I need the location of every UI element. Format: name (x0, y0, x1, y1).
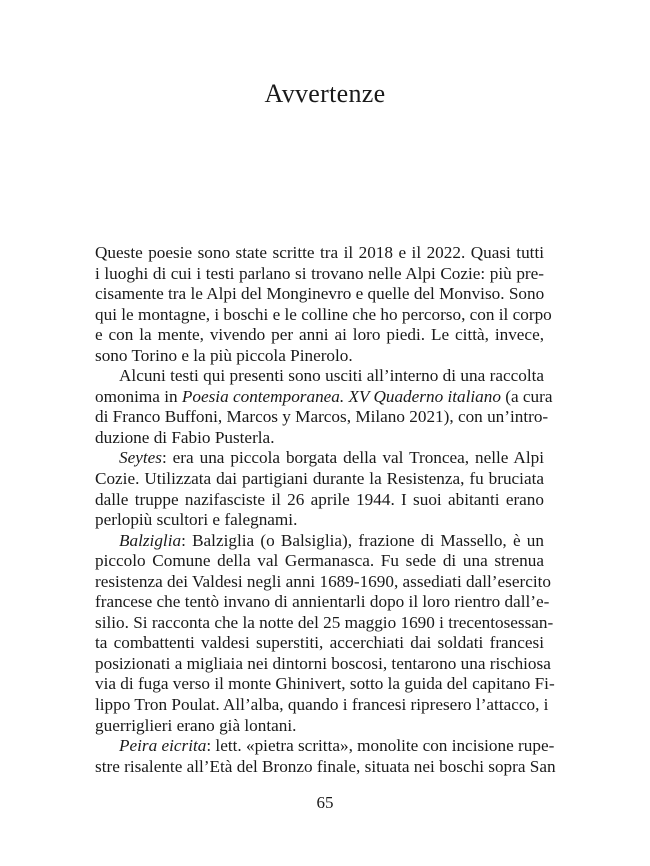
text-span: francese che tentò invano di annientarli dopo il loro rientro dall’e- (95, 592, 550, 612)
text-span: omonima in (95, 386, 182, 406)
text-line (95, 756, 556, 778)
text-line (95, 490, 544, 511)
text-line (95, 407, 549, 428)
text-line (95, 571, 551, 593)
text-line (95, 264, 544, 285)
text-span: Queste poesie sono state scritte tra il 2018 e il 2022. Quasi tutti (95, 243, 544, 262)
page-title: Avvertenze (264, 79, 386, 108)
text-span: silio. Si racconta che la notte del 25 maggio 1690 i trecentosessan- (95, 612, 554, 632)
text-span: piccolo Comune della val Germanasca. Fu sede di una strenua (95, 551, 544, 571)
text-line (95, 366, 544, 387)
text-span: cisamente tra le Alpi del Monginevro e quelle del Monviso. Sono (95, 284, 545, 304)
text-line (95, 448, 544, 469)
text-line (95, 531, 544, 552)
text-span: e con la mente, vivendo per anni ai loro piedi. Le città, invece, (95, 325, 544, 345)
text-line (95, 633, 544, 654)
text-span: via di fuga verso il monte Ghinivert, sotto la guida del capitano Fi- (95, 674, 555, 694)
text-span: Alcuni testi qui presenti sono usciti all’interno di una raccolta (119, 366, 544, 386)
text-span: guerriglieri erano già lontani. (95, 715, 297, 735)
text-line (95, 284, 544, 305)
text-span: sono Torino e la più piccola Pinerolo. (95, 345, 353, 365)
text-span: di Franco Buffoni, Marcos y Marcos, Milano 2021), con un’intro- (95, 407, 549, 427)
text-line (95, 469, 544, 490)
text-line (95, 716, 544, 737)
text-span: : era una piccola borgata della val Troncea, nelle Alpi (161, 448, 544, 468)
text-span: : lett. «pietra scritta», monolite con incisione rupe- (206, 736, 555, 756)
text-span: duzione di Fabio Pusterla. (95, 427, 275, 447)
text-span: Cozie. Utilizzata dai partigiani durante la Resistenza, fu bruciata (95, 469, 544, 489)
page-number: 65 (316, 793, 334, 812)
text-span: qui le montagne, i boschi e le colline che ho percorso, con il corpo (95, 304, 552, 324)
text-span: resistenza dei Valdesi negli anni 1689-1690, assediati dall’esercito (95, 571, 551, 591)
text-line (95, 386, 553, 408)
text-line (95, 612, 554, 634)
italic-span: Peira eicrita (119, 736, 207, 756)
text-span: posizionati a migliaia nei dintorni boscosi, tentarono una rischiosa (95, 653, 551, 673)
text-span: lippo Tron Poulat. All’alba, quando i francesi ripresero l’attacco, i (95, 695, 549, 715)
text-line (95, 304, 552, 326)
text-line (95, 346, 544, 367)
text-line (95, 551, 544, 572)
text-line (95, 243, 544, 264)
text-span: (a cura (500, 386, 553, 406)
text-line (95, 653, 551, 675)
text-line (95, 592, 550, 613)
text-line (95, 695, 549, 716)
text-line (95, 428, 544, 449)
text-span: perlopiù scultori e falegnami. (95, 510, 298, 530)
italic-span: Balziglia (119, 530, 182, 550)
text-span: dalle truppe nazifasciste il 26 aprile 1944. I suoi abitanti erano (95, 489, 544, 509)
text-line (95, 510, 544, 531)
text-span: ta combattenti valdesi superstiti, accerchiati dai soldati francesi (95, 633, 544, 653)
text-line (95, 736, 555, 757)
text-line (95, 325, 544, 346)
italic-span: Poesia contemporanea. XV Quaderno italiano (181, 386, 501, 406)
text-line (95, 674, 555, 695)
italic-span: Seytes (119, 448, 162, 468)
text-span: stre risalente all’Età del Bronzo finale, situata nei boschi sopra San (95, 756, 556, 776)
body-text (95, 243, 556, 777)
text-span: : Balziglia (o Balsiglia), frazione di Massello, è un (181, 530, 544, 550)
text-span: i luoghi di cui i testi parlano si trovano nelle Alpi Cozie: più pre- (95, 263, 544, 283)
